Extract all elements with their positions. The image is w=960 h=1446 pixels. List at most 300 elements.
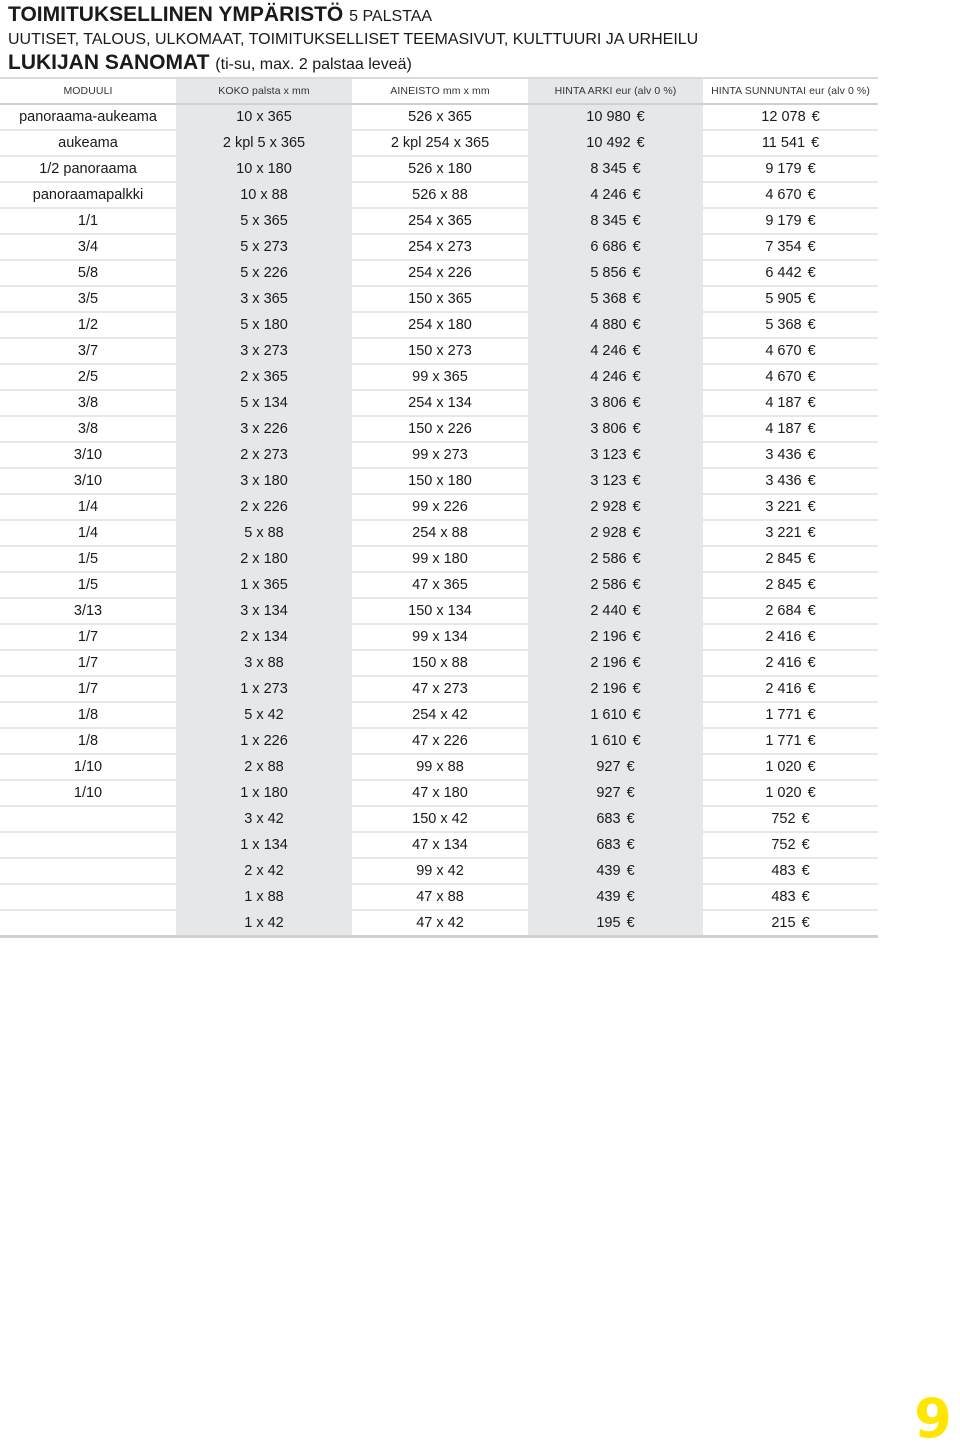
cell-hinta-arki [528, 390, 703, 416]
cell-koko [176, 780, 352, 806]
cell-value: 6 442 [765, 265, 802, 281]
cell-aineisto [352, 780, 528, 806]
euro-sign: € [632, 395, 641, 411]
cell-hinta-sunnuntai [703, 546, 878, 572]
cell-value: 1/5 [77, 551, 99, 567]
cell-value: 1/7 [77, 681, 99, 697]
cell-aineisto [352, 832, 528, 858]
euro-sign: € [632, 343, 641, 359]
cell-value: 1/1 [77, 213, 99, 229]
cell-value: 3 x 180 [240, 473, 288, 489]
subsection-title-main: LUKIJAN SANOMAT [8, 51, 210, 74]
cell-value: 2 416 [765, 655, 802, 671]
table-row [0, 130, 878, 156]
cell-moduuli [0, 624, 176, 650]
cell-hinta-sunnuntai [703, 260, 878, 286]
cell-value: 2 196 [590, 655, 627, 671]
table-row [0, 780, 878, 806]
cell-hinta-sunnuntai [703, 286, 878, 312]
cell-koko [176, 910, 352, 937]
column-header-aineisto: AINEISTO mm x mm [352, 78, 528, 104]
cell-moduuli [0, 806, 176, 832]
subsection-title-note: (ti-su, max. 2 palstaa leveä) [215, 56, 412, 73]
cell-value: 4 880 [590, 317, 627, 333]
euro-sign: € [632, 499, 641, 515]
cell-hinta-sunnuntai [703, 494, 878, 520]
cell-value: 3/5 [77, 291, 99, 307]
cell-value: 254 x 273 [408, 239, 472, 255]
cell-koko [176, 728, 352, 754]
cell-value: 3 x 273 [240, 343, 288, 359]
cell-value: 10 x 365 [236, 109, 292, 125]
cell-hinta-arki [528, 364, 703, 390]
cell-hinta-arki [528, 338, 703, 364]
cell-value: 1 x 88 [244, 889, 284, 905]
cell-value: 1/10 [73, 759, 103, 775]
cell-aineisto [352, 390, 528, 416]
table-row [0, 910, 878, 937]
cell-hinta-arki [528, 780, 703, 806]
cell-hinta-sunnuntai [703, 624, 878, 650]
cell-value: 2 kpl 5 x 365 [222, 135, 306, 151]
cell-value: 5/8 [77, 265, 99, 281]
cell-aineisto [352, 572, 528, 598]
table-row [0, 338, 878, 364]
cell-hinta-sunnuntai [703, 572, 878, 598]
cell-value: 47 x 226 [412, 733, 468, 749]
cell-value: 9 179 [765, 213, 802, 229]
euro-sign: € [807, 239, 816, 255]
cell-koko [176, 832, 352, 858]
cell-hinta-arki [528, 520, 703, 546]
cell-koko [176, 858, 352, 884]
cell-hinta-arki [528, 754, 703, 780]
cell-value: 254 x 42 [412, 707, 468, 723]
table-row [0, 624, 878, 650]
cell-value: 683 [596, 811, 621, 827]
cell-aineisto [352, 884, 528, 910]
cell-value: 2 416 [765, 629, 802, 645]
cell-koko [176, 702, 352, 728]
cell-value: 5 856 [590, 265, 627, 281]
cell-value: 4 246 [590, 187, 627, 203]
cell-aineisto [352, 494, 528, 520]
euro-sign: € [801, 915, 810, 931]
cell-moduuli [0, 364, 176, 390]
cell-value: 3 x 365 [240, 291, 288, 307]
euro-sign: € [632, 421, 641, 437]
cell-aineisto [352, 312, 528, 338]
cell-value: 927 [596, 785, 621, 801]
cell-hinta-arki [528, 676, 703, 702]
cell-moduuli [0, 884, 176, 910]
cell-value: 2 586 [590, 577, 627, 593]
page-header [8, 3, 698, 77]
cell-value: 1/5 [77, 577, 99, 593]
cell-aineisto [352, 520, 528, 546]
table-row [0, 832, 878, 858]
euro-sign: € [807, 499, 816, 515]
euro-sign: € [626, 837, 635, 853]
cell-hinta-arki [528, 624, 703, 650]
table-row [0, 520, 878, 546]
cell-aineisto [352, 468, 528, 494]
cell-moduuli [0, 130, 176, 156]
table-row [0, 286, 878, 312]
column-header-hinta-arki: HINTA ARKI eur (alv 0 %) [528, 78, 703, 104]
cell-hinta-arki [528, 312, 703, 338]
cell-moduuli [0, 728, 176, 754]
cell-value: 1/4 [77, 499, 99, 515]
section-title [8, 3, 698, 29]
cell-hinta-sunnuntai [703, 390, 878, 416]
column-header-hinta-sunnuntai: HINTA SUNNUNTAI eur (alv 0 %) [703, 78, 878, 104]
cell-value: 2 440 [590, 603, 627, 619]
table-row [0, 546, 878, 572]
cell-value: 2 196 [590, 629, 627, 645]
cell-value: 2 196 [590, 681, 627, 697]
cell-value: 2 586 [590, 551, 627, 567]
table-row [0, 650, 878, 676]
table-row [0, 598, 878, 624]
euro-sign: € [807, 447, 816, 463]
euro-sign: € [632, 707, 641, 723]
cell-value: 2 684 [765, 603, 802, 619]
cell-value: 3/7 [77, 343, 99, 359]
cell-value: 1/8 [77, 733, 99, 749]
cell-hinta-arki [528, 442, 703, 468]
table-header-row [0, 78, 878, 104]
euro-sign: € [801, 889, 810, 905]
cell-hinta-arki [528, 910, 703, 937]
cell-value: 47 x 180 [412, 785, 468, 801]
cell-hinta-sunnuntai [703, 234, 878, 260]
cell-koko [176, 338, 352, 364]
cell-hinta-sunnuntai [703, 858, 878, 884]
cell-hinta-arki [528, 468, 703, 494]
cell-hinta-arki [528, 156, 703, 182]
cell-koko [176, 442, 352, 468]
cell-value: 2 kpl 254 x 365 [390, 135, 490, 151]
euro-sign: € [632, 681, 641, 697]
euro-sign: € [632, 239, 641, 255]
cell-hinta-sunnuntai [703, 364, 878, 390]
cell-aineisto [352, 702, 528, 728]
cell-value: 3 436 [765, 447, 802, 463]
cell-moduuli [0, 234, 176, 260]
cell-value: 99 x 273 [412, 447, 468, 463]
cell-value: 150 x 180 [408, 473, 472, 489]
cell-aineisto [352, 234, 528, 260]
euro-sign: € [811, 135, 820, 151]
section-subtitle: UUTISET, TALOUS, ULKOMAAT, TOIMITUKSELLISET TEEMASIVUT, KULTTUURI JA URHEILU [8, 31, 699, 48]
cell-koko [176, 754, 352, 780]
table-row [0, 208, 878, 234]
table-row [0, 858, 878, 884]
cell-value: 3 x 226 [240, 421, 288, 437]
cell-value: 1 020 [765, 785, 802, 801]
cell-value: 47 x 134 [412, 837, 468, 853]
cell-value: 2 x 88 [244, 759, 284, 775]
cell-aineisto [352, 858, 528, 884]
euro-sign: € [807, 473, 816, 489]
cell-value: 254 x 88 [412, 525, 468, 541]
cell-value: 4 670 [765, 343, 802, 359]
cell-aineisto [352, 364, 528, 390]
cell-hinta-sunnuntai [703, 598, 878, 624]
cell-hinta-arki [528, 416, 703, 442]
cell-aineisto [352, 546, 528, 572]
cell-value: 439 [596, 863, 621, 879]
cell-value: 5 368 [590, 291, 627, 307]
cell-aineisto [352, 182, 528, 208]
cell-value: 5 x 365 [240, 213, 288, 229]
cell-value: 2 928 [590, 499, 627, 515]
cell-hinta-arki [528, 286, 703, 312]
cell-value: 1/7 [77, 655, 99, 671]
cell-hinta-sunnuntai [703, 832, 878, 858]
cell-aineisto [352, 598, 528, 624]
cell-aineisto [352, 286, 528, 312]
cell-koko [176, 130, 352, 156]
cell-koko [176, 884, 352, 910]
euro-sign: € [636, 109, 645, 125]
cell-value: 3/4 [77, 239, 99, 255]
cell-koko [176, 390, 352, 416]
cell-value: 2 x 42 [244, 863, 284, 879]
euro-sign: € [632, 733, 641, 749]
cell-value: 4 187 [765, 421, 802, 437]
cell-hinta-arki [528, 130, 703, 156]
cell-hinta-arki [528, 598, 703, 624]
table-row [0, 884, 878, 910]
table-row [0, 390, 878, 416]
cell-aineisto [352, 338, 528, 364]
cell-aineisto [352, 676, 528, 702]
euro-sign: € [807, 213, 816, 229]
cell-moduuli [0, 858, 176, 884]
cell-value: 99 x 88 [416, 759, 464, 775]
cell-hinta-sunnuntai [703, 208, 878, 234]
euro-sign: € [632, 551, 641, 567]
section-title-columns: 5 PALSTAA [349, 8, 433, 25]
cell-moduuli [0, 650, 176, 676]
euro-sign: € [807, 369, 816, 385]
cell-koko [176, 520, 352, 546]
euro-sign: € [807, 785, 816, 801]
euro-sign: € [632, 265, 641, 281]
cell-value: 99 x 42 [416, 863, 464, 879]
cell-value: 2 416 [765, 681, 802, 697]
cell-aineisto [352, 910, 528, 937]
cell-value: 10 980 [586, 109, 631, 125]
cell-value: 6 686 [590, 239, 627, 255]
cell-koko [176, 624, 352, 650]
euro-sign: € [632, 447, 641, 463]
euro-sign: € [632, 629, 641, 645]
euro-sign: € [807, 655, 816, 671]
cell-aineisto [352, 754, 528, 780]
cell-value: 752 [771, 811, 796, 827]
cell-value: 150 x 226 [408, 421, 472, 437]
cell-value: 5 x 134 [240, 395, 288, 411]
euro-sign: € [807, 733, 816, 749]
cell-value: 3/13 [73, 603, 103, 619]
cell-aineisto [352, 624, 528, 650]
cell-value: 1/4 [77, 525, 99, 541]
cell-value: 526 x 180 [408, 161, 472, 177]
table-row [0, 702, 878, 728]
cell-hinta-sunnuntai [703, 910, 878, 937]
cell-koko [176, 572, 352, 598]
euro-sign: € [807, 291, 816, 307]
cell-value: 2 x 365 [240, 369, 288, 385]
euro-sign: € [632, 291, 641, 307]
cell-moduuli [0, 156, 176, 182]
cell-value: 1/7 [77, 629, 99, 645]
cell-moduuli [0, 598, 176, 624]
cell-value: 1/8 [77, 707, 99, 723]
cell-aineisto [352, 156, 528, 182]
cell-value: 12 078 [761, 109, 806, 125]
cell-moduuli [0, 494, 176, 520]
cell-value: 47 x 42 [416, 915, 464, 931]
table-row [0, 728, 878, 754]
euro-sign: € [807, 395, 816, 411]
cell-value: 5 x 42 [244, 707, 284, 723]
cell-hinta-sunnuntai [703, 468, 878, 494]
cell-moduuli [0, 754, 176, 780]
cell-value: 2 x 226 [240, 499, 288, 515]
cell-hinta-sunnuntai [703, 806, 878, 832]
euro-sign: € [801, 811, 810, 827]
euro-sign: € [632, 525, 641, 541]
subsection-title [8, 51, 698, 77]
cell-moduuli [0, 780, 176, 806]
cell-value: 2 x 180 [240, 551, 288, 567]
price-table [0, 77, 878, 938]
cell-value: 1 x 180 [240, 785, 288, 801]
cell-hinta-arki [528, 182, 703, 208]
cell-hinta-arki [528, 234, 703, 260]
cell-value: 47 x 365 [412, 577, 468, 593]
cell-hinta-arki [528, 260, 703, 286]
cell-aineisto [352, 728, 528, 754]
cell-value: 1/2 panoraama [39, 161, 137, 177]
cell-moduuli [0, 468, 176, 494]
cell-koko [176, 364, 352, 390]
cell-hinta-sunnuntai [703, 884, 878, 910]
euro-sign: € [626, 915, 635, 931]
cell-value: 1 x 273 [240, 681, 288, 697]
cell-moduuli [0, 286, 176, 312]
cell-value: 99 x 365 [412, 369, 468, 385]
cell-koko [176, 676, 352, 702]
cell-moduuli [0, 182, 176, 208]
cell-value: 2 928 [590, 525, 627, 541]
cell-value: 1/10 [73, 785, 103, 801]
euro-sign: € [807, 681, 816, 697]
cell-hinta-sunnuntai [703, 156, 878, 182]
cell-hinta-sunnuntai [703, 650, 878, 676]
cell-value: 3 123 [590, 473, 627, 489]
cell-hinta-arki [528, 832, 703, 858]
cell-moduuli [0, 390, 176, 416]
cell-value: 2 x 273 [240, 447, 288, 463]
cell-hinta-arki [528, 650, 703, 676]
cell-value: 3/8 [77, 395, 99, 411]
cell-value: 4 246 [590, 343, 627, 359]
cell-value: 47 x 273 [412, 681, 468, 697]
cell-moduuli [0, 520, 176, 546]
cell-koko [176, 208, 352, 234]
cell-value: 1 771 [765, 733, 802, 749]
table-body [0, 104, 878, 937]
cell-value: 3 x 88 [244, 655, 284, 671]
cell-value: 1 610 [590, 707, 627, 723]
table-row [0, 442, 878, 468]
cell-value: 10 x 180 [236, 161, 292, 177]
cell-moduuli [0, 910, 176, 937]
table-row [0, 260, 878, 286]
cell-hinta-sunnuntai [703, 780, 878, 806]
cell-moduuli [0, 832, 176, 858]
cell-koko [176, 468, 352, 494]
cell-hinta-sunnuntai [703, 130, 878, 156]
cell-hinta-arki [528, 494, 703, 520]
column-header-moduuli: MODUULI [0, 78, 176, 104]
cell-value: 3 x 42 [244, 811, 284, 827]
euro-sign: € [807, 759, 816, 775]
cell-moduuli [0, 546, 176, 572]
cell-value: 526 x 88 [412, 187, 468, 203]
cell-value: 150 x 42 [412, 811, 468, 827]
cell-value: 5 368 [765, 317, 802, 333]
table-row [0, 364, 878, 390]
euro-sign: € [626, 759, 635, 775]
cell-value: 5 x 273 [240, 239, 288, 255]
euro-sign: € [632, 317, 641, 333]
cell-value: 150 x 88 [412, 655, 468, 671]
cell-value: 4 670 [765, 187, 802, 203]
cell-value: 9 179 [765, 161, 802, 177]
cell-value: 3 436 [765, 473, 802, 489]
cell-koko [176, 286, 352, 312]
cell-moduuli [0, 208, 176, 234]
cell-hinta-arki [528, 728, 703, 754]
cell-hinta-sunnuntai [703, 520, 878, 546]
page-number: 9 [914, 1396, 952, 1442]
cell-hinta-arki [528, 884, 703, 910]
euro-sign: € [807, 525, 816, 541]
cell-value: 683 [596, 837, 621, 853]
euro-sign: € [807, 317, 816, 333]
cell-value: panoraama-aukeama [19, 109, 157, 125]
cell-value: 4 246 [590, 369, 627, 385]
cell-value: 5 x 180 [240, 317, 288, 333]
cell-hinta-sunnuntai [703, 104, 878, 130]
cell-koko [176, 546, 352, 572]
cell-value: 5 x 226 [240, 265, 288, 281]
cell-aineisto [352, 650, 528, 676]
cell-koko [176, 182, 352, 208]
cell-moduuli [0, 676, 176, 702]
cell-value: 1 771 [765, 707, 802, 723]
cell-moduuli [0, 702, 176, 728]
euro-sign: € [801, 837, 810, 853]
cell-koko [176, 104, 352, 130]
cell-hinta-arki [528, 702, 703, 728]
